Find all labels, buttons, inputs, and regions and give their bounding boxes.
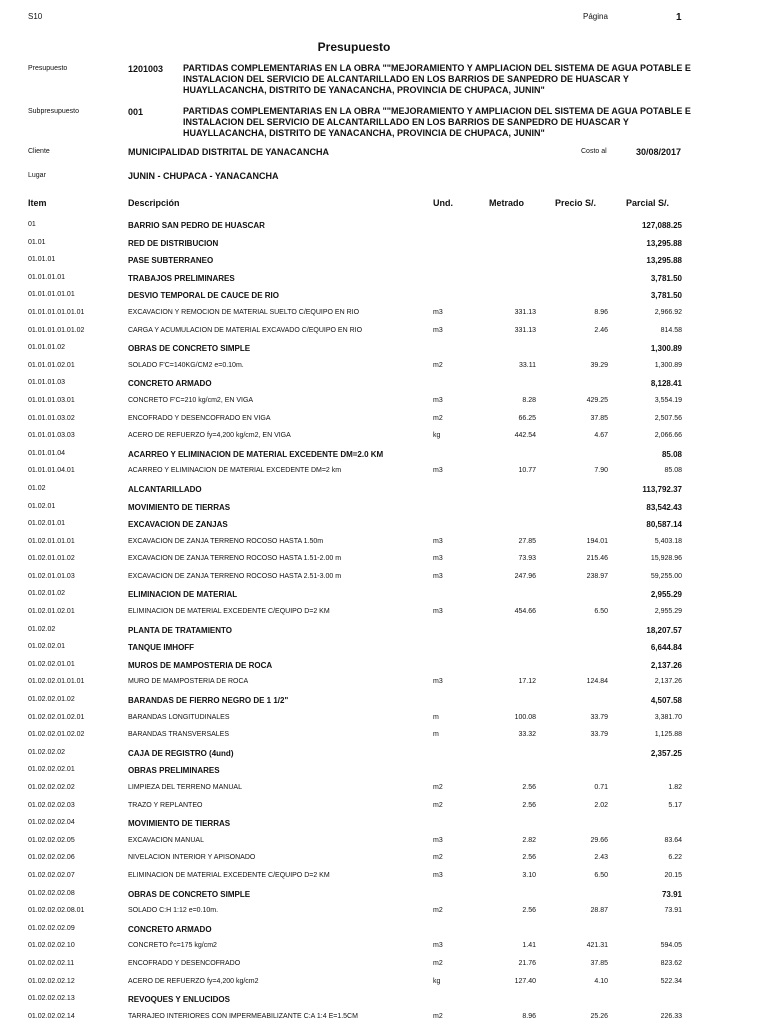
- item-metrado: 331.13: [514, 326, 536, 334]
- item-unit: m3: [433, 467, 443, 475]
- table-row: [0, 886, 768, 904]
- item-code: 01.01.01.02: [28, 344, 65, 352]
- item-metrado: 454.66: [514, 608, 536, 616]
- item-code: 01.02.02.02.09: [28, 924, 75, 932]
- page-label: Página: [583, 12, 608, 21]
- item-description: OBRAS DE CONCRETO SIMPLE: [128, 344, 251, 354]
- table-row: [0, 850, 768, 868]
- item-description: NIVELACION INTERIOR Y APISONADO: [128, 854, 256, 862]
- lugar-value: JUNIN - CHUPACA - YANACANCHA: [128, 171, 279, 181]
- item-unit: m: [433, 713, 439, 721]
- table-row: [0, 481, 768, 499]
- item-precio: 37.85: [590, 959, 608, 967]
- item-parcial: 6.22: [668, 854, 682, 862]
- item-description: ELIMINACION DE MATERIAL EXCEDENTE C/EQUIPO D=2 KM: [128, 871, 330, 879]
- table-row: [0, 270, 768, 288]
- item-precio: 215.46: [586, 555, 608, 563]
- table-row: [0, 727, 768, 745]
- item-description: CONCRETO ARMADO: [128, 924, 212, 934]
- item-code: 01.02.02.02.11: [28, 959, 75, 967]
- item-parcial: 1.82: [668, 784, 682, 791]
- item-parcial: 5.17: [668, 801, 682, 809]
- item-code: 01.02: [28, 484, 46, 492]
- item-code: 01.02.02.01.01: [28, 660, 75, 668]
- item-precio: 2.43: [594, 854, 608, 862]
- item-code: 01.01.01.03.01: [28, 396, 75, 404]
- col-descripcion: Descripción: [128, 198, 180, 208]
- item-code: 01.01.01.01.01: [28, 291, 75, 299]
- item-parcial: 4,507.58: [650, 696, 682, 706]
- table-row: [0, 903, 768, 921]
- item-description: MOVIMIENTO DE TIERRAS: [128, 502, 231, 512]
- item-metrado: 66.25: [518, 414, 536, 422]
- item-description: SOLADO C:H 1:12 e=0.10m.: [128, 907, 219, 915]
- item-description: SOLADO F'C=140KG/CM2 e=0.10m.: [128, 361, 244, 369]
- table-row: [0, 657, 768, 675]
- table-row: [0, 534, 768, 552]
- costo-label: Costo al: [581, 148, 607, 155]
- presupuesto-description: PARTIDAS COMPLEMENTARIAS EN LA OBRA ""MEJORAMIENTO Y AMPLIACION DEL SISTEMA DE AGUA POTABLE E INSTALACION DEL SERVICIO DE ALCANTARILLADO EN LOS BARRIOS DE SANPEDRO DE HUASCAR Y HUAYLLACANCHA, DISTRITO DE YANACANCHA, PROVINCIA DE CHUPACA, JUNIN": [183, 63, 691, 95]
- item-parcial: 3,781.50: [650, 291, 682, 301]
- item-code: 01.02.02.01.02: [28, 696, 75, 704]
- item-precio: 8.96: [594, 308, 608, 316]
- item-description: BARRIO SAN PEDRO DE HUASCAR: [128, 221, 265, 230]
- item-parcial: 2,966.92: [654, 308, 682, 316]
- item-precio: 33.79: [590, 713, 608, 721]
- item-metrado: 10.77: [518, 467, 536, 475]
- item-description: TRAZO Y REPLANTEO: [128, 801, 203, 809]
- item-code: 01.01.01.03: [28, 379, 65, 387]
- item-parcial: 5,403.18: [654, 537, 682, 545]
- item-metrado: 21.76: [518, 959, 536, 967]
- item-precio: 238.97: [586, 572, 608, 580]
- item-precio: 2.46: [594, 326, 608, 334]
- item-unit: m3: [433, 572, 443, 580]
- item-parcial: 3,381.70: [654, 713, 682, 721]
- item-code: 01.01.01: [28, 256, 56, 264]
- item-parcial: 522.34: [660, 977, 682, 985]
- item-parcial: 85.08: [664, 467, 682, 475]
- table-row: [0, 516, 768, 534]
- table-row: [0, 974, 768, 992]
- item-precio: 7.90: [594, 467, 608, 475]
- table-row: [0, 235, 768, 253]
- table-row: [0, 604, 768, 622]
- item-precio: 33.79: [590, 731, 608, 739]
- item-metrado: 247.96: [514, 572, 536, 580]
- item-parcial: 2,137.26: [654, 678, 682, 686]
- item-parcial: 113,792.37: [642, 484, 682, 494]
- item-description: EXCAVACION DE ZANJA TERRENO ROCOSO HASTA 1.51-2.00 m: [128, 555, 342, 563]
- item-description: CARGA Y ACUMULACION DE MATERIAL EXCAVADO C/EQUIPO EN RIO: [128, 326, 363, 334]
- item-description: RED DE DISTRIBUCION: [128, 238, 219, 248]
- item-code: 01.02.02.02.01: [28, 766, 75, 774]
- item-code: 01.02.02.02.05: [28, 836, 75, 844]
- item-unit: m3: [433, 942, 443, 950]
- table-row: [0, 815, 768, 833]
- item-description: EXCAVACION MANUAL: [128, 836, 204, 844]
- table-row: [0, 569, 768, 587]
- item-description: ACERO DE REFUERZO fy=4,200 kg/cm2, EN VIGA: [128, 432, 291, 440]
- item-code: 01.02.01.01: [28, 520, 65, 528]
- item-metrado: 1.41: [522, 942, 536, 950]
- item-unit: kg: [433, 432, 441, 440]
- item-precio: 0.71: [594, 784, 608, 791]
- costo-date: 30/08/2017: [636, 147, 682, 157]
- item-precio: 4.67: [594, 432, 608, 440]
- item-metrado: 2.56: [522, 784, 536, 791]
- item-parcial: 73.91: [661, 889, 682, 899]
- item-code: 01.02.02.02.06: [28, 854, 75, 862]
- item-code: 01.01.01.04: [28, 449, 65, 457]
- page-title: Presupuesto: [317, 40, 391, 54]
- table-row: [0, 499, 768, 517]
- table-row: [0, 252, 768, 270]
- item-code: 01.02.02.02.08.01: [28, 907, 85, 915]
- item-metrado: 100.08: [514, 713, 536, 721]
- item-unit: m2: [433, 1012, 443, 1020]
- subpresupuesto-description: PARTIDAS COMPLEMENTARIAS EN LA OBRA ""MEJORAMIENTO Y AMPLIACION DEL SISTEMA DE AGUA POTABLE E INSTALACION DEL SERVICIO DE ALCANTARILLADO EN LOS BARRIOS DE SANPEDRO DE HUASCAR Y HUAYLLACANCHA, DISTRITO DE YANACANCHA, PROVINCIA DE CHUPACA, JUNIN": [183, 106, 691, 138]
- table-row: [0, 305, 768, 323]
- item-unit: m3: [433, 608, 443, 616]
- item-code: 01.02.02: [28, 625, 56, 633]
- item-unit: m3: [433, 836, 443, 844]
- table-row: [0, 446, 768, 464]
- item-parcial: 8,128.41: [650, 379, 682, 389]
- item-parcial: 594.05: [660, 942, 682, 950]
- item-precio: 124.84: [586, 678, 608, 686]
- item-code: 01.01.01.01: [28, 273, 65, 281]
- item-parcial: 13,295.88: [646, 238, 682, 248]
- item-parcial: 80,587.14: [646, 520, 682, 530]
- item-unit: m2: [433, 361, 443, 369]
- item-parcial: 6,644.84: [650, 643, 682, 653]
- item-unit: m3: [433, 326, 443, 334]
- item-parcial: 18,207.57: [646, 625, 682, 635]
- item-unit: m3: [433, 308, 443, 316]
- item-precio: 194.01: [586, 537, 608, 545]
- item-code: 01.02.02.01.01.01: [28, 678, 85, 686]
- item-description: CONCRETO ARMADO: [128, 379, 212, 389]
- item-description: TARRAJEO INTERIORES CON IMPERMEABILIZANTE C:A 1:4 E=1.5CM: [128, 1012, 358, 1020]
- table-row: [0, 287, 768, 305]
- item-code: 01.01.01.03.03: [28, 432, 75, 440]
- item-metrado: 3.10: [522, 871, 536, 879]
- item-metrado: 2.82: [522, 836, 536, 844]
- item-code: 01.02.01.01.01: [28, 537, 75, 545]
- item-parcial: 814.58: [660, 326, 682, 334]
- item-precio: 429.25: [586, 396, 608, 404]
- item-unit: m2: [433, 784, 443, 791]
- item-code: 01: [28, 221, 36, 228]
- item-description: BARANDAS LONGITUDINALES: [128, 713, 230, 721]
- table-row: [0, 674, 768, 692]
- item-code: 01.01.01.04.01: [28, 467, 75, 475]
- item-parcial: 3,554.19: [654, 396, 682, 404]
- col-und: Und.: [433, 198, 453, 208]
- item-parcial: 2,066.66: [654, 432, 682, 440]
- col-metrado: Metrado: [489, 198, 525, 208]
- col-item: Item: [28, 198, 47, 208]
- item-unit: kg: [433, 977, 441, 985]
- item-description: DESVIO TEMPORAL DE CAUCE DE RIO: [128, 291, 279, 301]
- item-description: ACERO DE REFUERZO fy=4,200 kg/cm2: [128, 977, 259, 985]
- item-code: 01.02.02.01.02.02: [28, 731, 85, 739]
- item-unit: m2: [433, 801, 443, 809]
- item-parcial: 127,088.25: [641, 221, 682, 230]
- item-parcial: 2,357.25: [650, 748, 682, 758]
- item-metrado: 2.56: [522, 854, 536, 862]
- table-row: [0, 586, 768, 604]
- item-unit: m2: [433, 854, 443, 862]
- item-description: REVOQUES Y ENLUCIDOS: [128, 995, 230, 1005]
- item-parcial: 15,928.96: [650, 555, 682, 563]
- item-precio: 39.29: [590, 361, 608, 369]
- item-parcial: 73.91: [664, 907, 682, 915]
- table-row: [0, 745, 768, 763]
- table-row: [0, 780, 768, 798]
- item-code: 01.01.01.02.01: [28, 361, 75, 369]
- item-metrado: 331.13: [514, 308, 536, 316]
- item-parcial: 2,955.29: [650, 590, 682, 600]
- table-row: [0, 868, 768, 886]
- item-description: ACARREO Y ELIMINACION DE MATERIAL EXCEDENTE DM=2.0 KM: [128, 449, 384, 459]
- item-description: TANQUE IMHOFF: [128, 643, 195, 653]
- item-description: BARANDAS DE FIERRO NEGRO DE 1 1/2": [128, 696, 289, 706]
- item-code: 01.02.01.02: [28, 590, 65, 598]
- item-parcial: 85.08: [661, 449, 682, 459]
- item-precio: 2.02: [594, 801, 608, 809]
- item-precio: 29.66: [590, 836, 608, 844]
- item-description: CAJA DE REGISTRO (4und): [128, 748, 234, 758]
- item-description: MUROS DE MAMPOSTERIA DE ROCA: [128, 660, 273, 670]
- cliente-label: Cliente: [28, 148, 50, 155]
- item-code: 01.02.02.02.07: [28, 871, 75, 879]
- item-code: 01.02.02.02.03: [28, 801, 75, 809]
- item-metrado: 2.56: [522, 907, 536, 915]
- item-description: OBRAS DE CONCRETO SIMPLE: [128, 889, 251, 899]
- item-description: PASE SUBTERRANEO: [128, 256, 214, 266]
- item-parcial: 2,507.56: [654, 414, 682, 422]
- table-row: [0, 833, 768, 851]
- table-row: [0, 358, 768, 376]
- item-code: 01.02.02.01.02.01: [28, 713, 85, 721]
- item-code: 01.02.01.01.03: [28, 572, 75, 580]
- item-parcial: 3,781.50: [650, 273, 682, 283]
- item-code: 01.02.01.02.01: [28, 608, 75, 616]
- item-precio: 6.50: [594, 608, 608, 616]
- item-code: 01.02.02.02.10: [28, 942, 75, 950]
- table-row: [0, 921, 768, 939]
- table-row: [0, 375, 768, 393]
- item-precio: 37.85: [590, 414, 608, 422]
- item-code: 01.01.01.03.02: [28, 414, 75, 422]
- item-parcial: 59,255.00: [650, 572, 682, 580]
- table-row: [0, 1009, 768, 1026]
- col-precio: Precio S/.: [555, 198, 597, 208]
- item-unit: m3: [433, 555, 443, 563]
- item-description: ACARREO Y ELIMINACION DE MATERIAL EXCEDENTE DM=2 km: [128, 467, 342, 475]
- item-description: EXCAVACION Y REMOCION DE MATERIAL SUELTO C/EQUIPO EN RIO: [128, 308, 360, 316]
- item-description: ELIMINACION DE MATERIAL: [128, 590, 238, 600]
- item-code: 01.02.02.02: [28, 748, 65, 756]
- item-code: 01.02.02.02.02: [28, 784, 75, 791]
- item-description: ENCOFRADO Y DESENCOFRADO EN VIGA: [128, 414, 271, 422]
- page-number: 1: [676, 12, 682, 23]
- subpresupuesto-label: Subpresupuesto: [28, 108, 79, 115]
- item-parcial: 20.15: [664, 871, 682, 879]
- item-description: ALCANTARILLADO: [128, 484, 202, 494]
- table-row: [0, 323, 768, 341]
- item-code: 01.02.02.02.12: [28, 977, 75, 985]
- item-metrado: 17.12: [518, 678, 536, 686]
- item-code: 01.02.01.01.02: [28, 555, 75, 563]
- item-code: 01.02.01: [28, 502, 56, 510]
- item-metrado: 2.56: [522, 801, 536, 809]
- table-row: [0, 956, 768, 974]
- item-unit: m2: [433, 907, 443, 915]
- item-metrado: 8.96: [522, 1012, 536, 1020]
- item-metrado: 8.28: [522, 396, 536, 404]
- item-precio: 28.87: [590, 907, 608, 915]
- item-description: PLANTA DE TRATAMIENTO: [128, 625, 232, 635]
- item-unit: m3: [433, 537, 443, 545]
- table-row: [0, 428, 768, 446]
- item-code: 01.02.02.02.13: [28, 995, 75, 1003]
- item-code: 01.01.01.01.01.01: [28, 308, 85, 316]
- table-row: [0, 639, 768, 657]
- report-code: S10: [28, 12, 43, 21]
- table-row: [0, 217, 768, 235]
- table-row: [0, 463, 768, 481]
- item-unit: m3: [433, 678, 443, 686]
- item-code: 01.02.02.02.04: [28, 819, 75, 827]
- item-description: LIMPIEZA DEL TERRENO MANUAL: [128, 784, 242, 791]
- item-precio: 421.31: [586, 942, 608, 950]
- table-row: [0, 622, 768, 640]
- table-row: [0, 798, 768, 816]
- item-description: MURO DE MAMPOSTERIA DE ROCA: [128, 678, 249, 686]
- item-parcial: 1,300.89: [650, 344, 682, 354]
- item-parcial: 83,542.43: [646, 502, 682, 512]
- item-unit: m3: [433, 871, 443, 879]
- item-metrado: 33.11: [519, 361, 536, 369]
- item-description: CONCRETO F'C=210 kg/cm2, EN VIGA: [128, 396, 254, 404]
- item-unit: m2: [433, 959, 443, 967]
- item-description: MOVIMIENTO DE TIERRAS: [128, 819, 231, 829]
- item-parcial: 13,295.88: [646, 256, 682, 266]
- table-row: [0, 692, 768, 710]
- item-metrado: 33.32: [518, 731, 536, 739]
- item-parcial: 2,137.26: [650, 660, 682, 670]
- table-row: [0, 393, 768, 411]
- table-row: [0, 710, 768, 728]
- table-row: [0, 411, 768, 429]
- item-metrado: 73.93: [518, 555, 536, 563]
- table-row: [0, 991, 768, 1009]
- item-parcial: 1,125.88: [654, 731, 682, 739]
- item-description: EXCAVACION DE ZANJA TERRENO ROCOSO HASTA 2.51-3.00 m: [128, 572, 342, 580]
- item-description: ELIMINACION DE MATERIAL EXCEDENTE C/EQUIPO D=2 KM: [128, 608, 330, 616]
- lugar-label: Lugar: [28, 172, 46, 179]
- item-code: 01.02.02.02.08: [28, 889, 75, 897]
- item-parcial: 83.64: [664, 836, 682, 844]
- presupuesto-code: 1201003: [128, 64, 164, 74]
- cliente-value: MUNICIPALIDAD DISTRITAL DE YANACANCHA: [128, 147, 330, 157]
- item-parcial: 2,955.29: [654, 608, 682, 616]
- item-code: 01.01.01.01.01.02: [28, 326, 85, 334]
- subpresupuesto-code: 001: [128, 107, 144, 117]
- item-metrado: 27.85: [518, 537, 536, 545]
- item-precio: 6.50: [594, 871, 608, 879]
- presupuesto-label: Presupuesto: [28, 65, 68, 72]
- item-unit: m: [433, 731, 439, 739]
- table-row: [0, 551, 768, 569]
- item-description: BARANDAS TRANSVERSALES: [128, 731, 230, 739]
- item-code: 01.02.02.02.14: [28, 1012, 75, 1020]
- item-parcial: 1,300.89: [654, 361, 682, 369]
- item-unit: m3: [433, 396, 443, 404]
- item-code: 01.02.02.01: [28, 643, 65, 651]
- item-description: EXCAVACION DE ZANJAS: [128, 520, 228, 530]
- table-row: [0, 762, 768, 780]
- item-parcial: 823.62: [660, 959, 682, 967]
- item-metrado: 127.40: [514, 977, 536, 985]
- table-row: [0, 938, 768, 956]
- item-metrado: 442.54: [514, 432, 536, 440]
- col-parcial: Parcial S/.: [626, 198, 670, 208]
- item-description: TRABAJOS PRELIMINARES: [128, 273, 235, 283]
- item-description: OBRAS PRELIMINARES: [128, 766, 220, 776]
- item-precio: 4.10: [594, 977, 608, 985]
- item-unit: m2: [433, 414, 443, 422]
- item-precio: 25.26: [590, 1012, 608, 1020]
- item-code: 01.01: [28, 238, 46, 246]
- budget-table: [0, 217, 768, 1026]
- item-description: EXCAVACION DE ZANJA TERRENO ROCOSO HASTA 1.50m: [128, 537, 324, 545]
- item-parcial: 226.33: [660, 1012, 682, 1020]
- item-description: CONCRETO f'c=175 kg/cm2: [128, 942, 217, 950]
- item-description: ENCOFRADO Y DESENCOFRADO: [128, 959, 241, 967]
- table-row: [0, 340, 768, 358]
